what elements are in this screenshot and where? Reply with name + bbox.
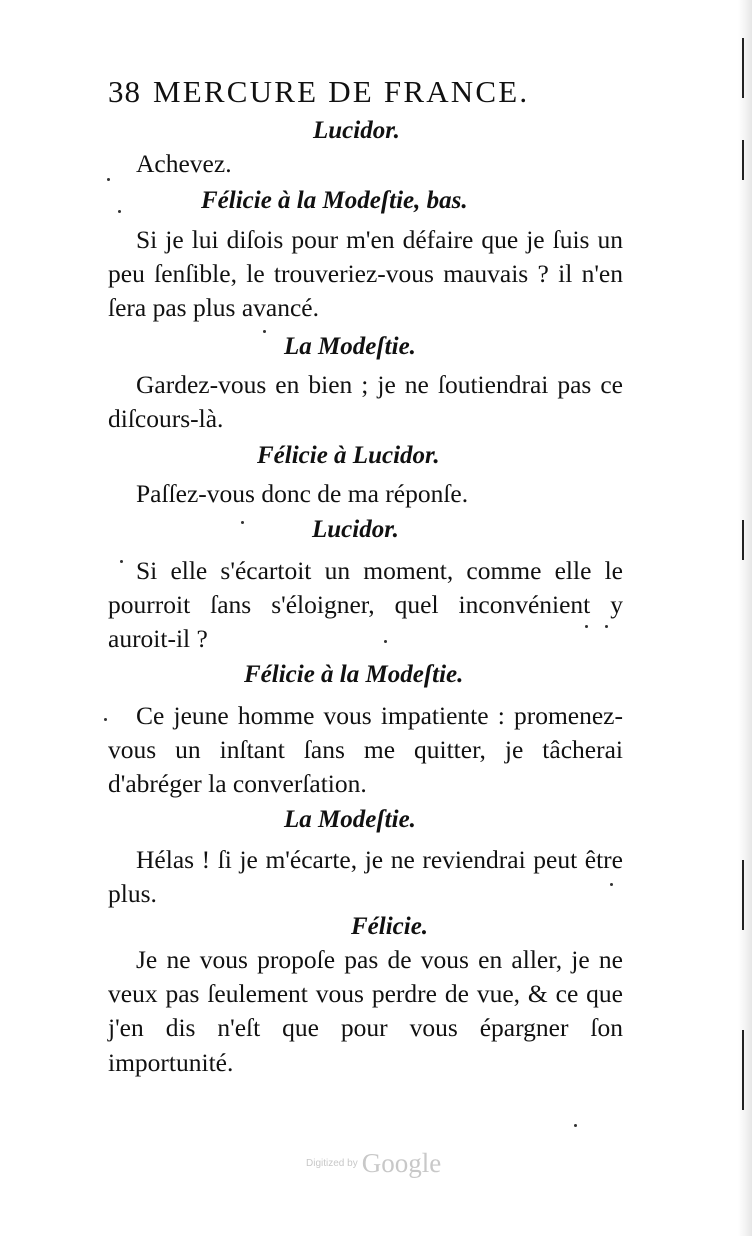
print-speck: [384, 640, 387, 643]
digitization-watermark: [306, 1148, 441, 1179]
print-speck: [263, 330, 266, 333]
edge-mark: [742, 520, 744, 560]
speech-paragraph: Ce jeune homme vous impatiente : promenez-vous un inſtant ſans me quitter, je tâcherai d'abréger la converſation.: [108, 701, 623, 799]
speech-paragraph: Hélas ! ſi je m'écarte, je ne reviendrai peut être plus.: [108, 845, 623, 909]
speech-paragraph: Si je lui diſois pour m'en défaire que je ſuis un peu ſenſible, le trouveriez-vous mauvais ? il n'en ſera pas plus avancé.: [108, 225, 623, 323]
page-title: MERCURE DE FRANCE.: [153, 74, 530, 109]
edge-mark: [742, 140, 744, 180]
speech-paragraph: Paſſez-vous donc de ma réponſe.: [136, 479, 469, 508]
speech-paragraph: Si elle s'écartoit un moment, comme elle le pourroit ſans s'éloigner, quel inconvénient y auroit-il ?: [108, 556, 623, 654]
print-speck: [107, 178, 110, 181]
page-number: 38: [108, 74, 141, 109]
edge-mark: [742, 1030, 744, 1110]
speaker-name: La Modeſtie.: [284, 806, 416, 833]
speaker-name: Félicie à Lucidor.: [257, 442, 440, 469]
speech-paragraph: Achevez.: [136, 149, 232, 178]
page-edge: [738, 0, 752, 1236]
edge-mark: [742, 38, 744, 98]
edge-mark: [742, 860, 744, 930]
speaker-name: Félicie.: [351, 913, 429, 940]
speech-paragraph: Je ne vous propoſe pas de vous en aller, je ne veux pas ſeulement vous perdre de vue, & ce que j'en dis n'eſt que pour vous épargner ſon importunité.: [108, 945, 623, 1077]
print-speck: [241, 521, 244, 524]
print-speck: [585, 625, 588, 628]
running-head: [108, 74, 588, 110]
speaker-name: Félicie à la Modeſtie.: [244, 661, 464, 688]
print-speck: [610, 883, 613, 886]
print-speck: [605, 625, 608, 628]
speaker-name: Lucidor.: [312, 516, 399, 543]
print-speck: [574, 1124, 577, 1127]
watermark-brand: Google: [361, 1148, 442, 1178]
speaker-name: Lucidor.: [313, 117, 400, 144]
watermark-prefix: Digitized by: [306, 1158, 358, 1169]
print-speck: [118, 210, 121, 213]
print-speck: [104, 718, 107, 721]
print-speck: [120, 560, 123, 563]
speech-paragraph: Gardez-vous en bien ; je ne ſoutiendrai pas ce diſcours-là.: [108, 370, 623, 434]
speaker-name: La Modeſtie.: [284, 333, 416, 360]
speaker-name: Félicie à la Modeſtie, bas.: [201, 187, 468, 214]
